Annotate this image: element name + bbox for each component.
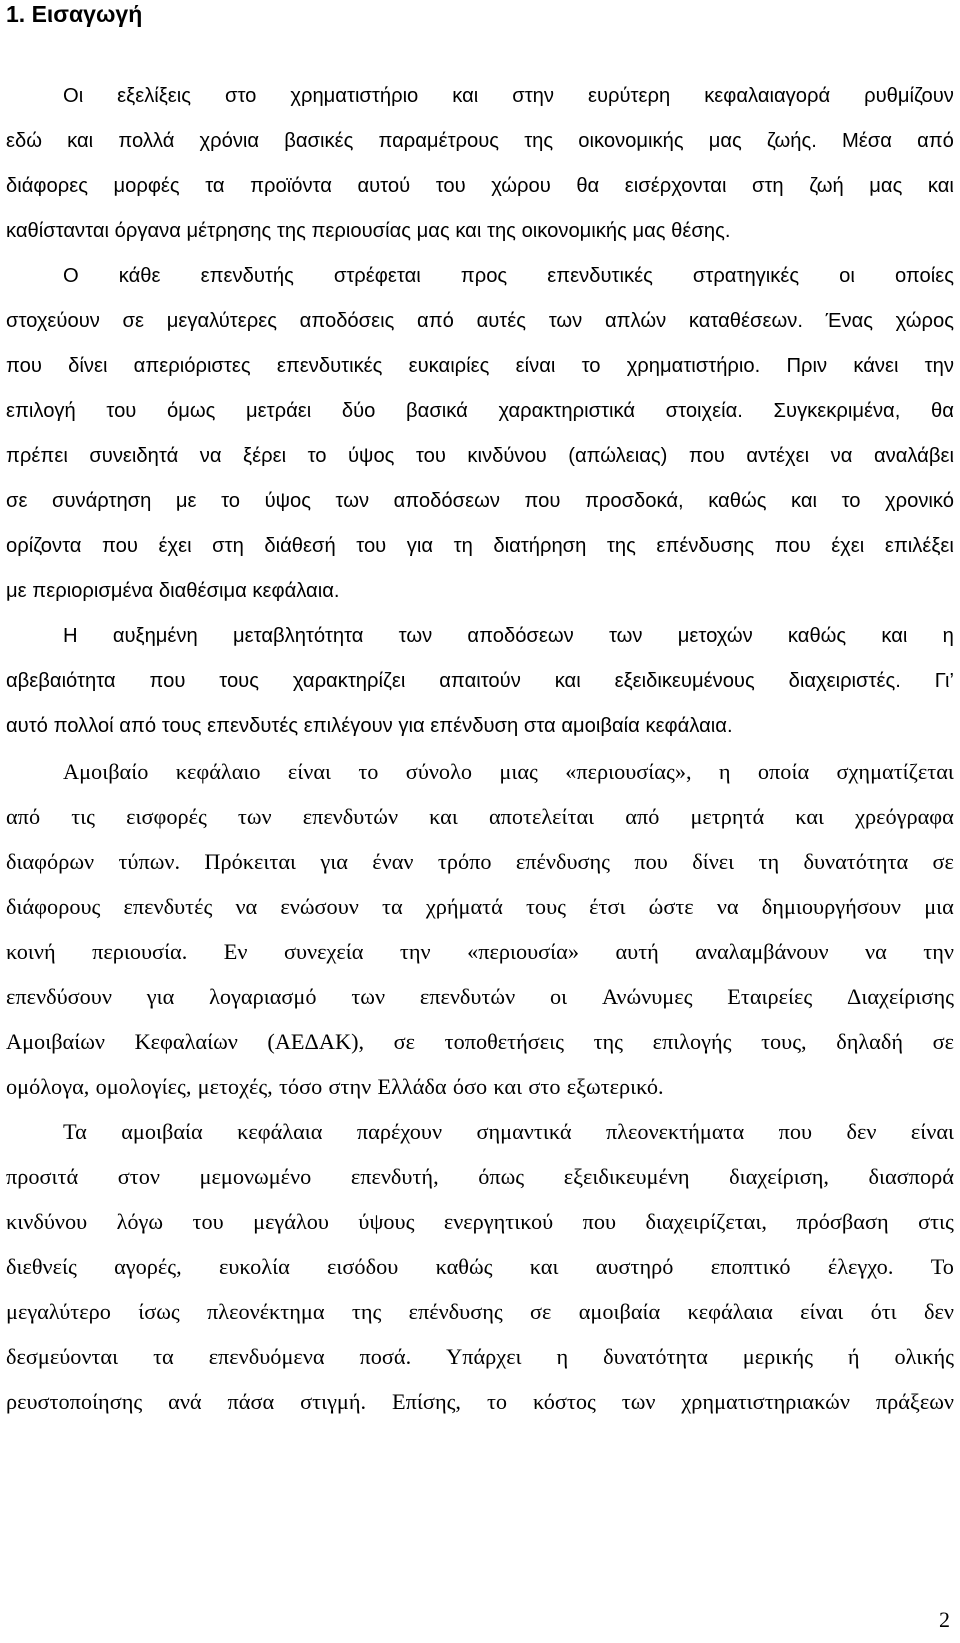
text-line: αυτό πολλοί από τους επενδυτές επιλέγουν για επένδυση στα αμοιβαία κεφάλαια.: [6, 715, 733, 737]
text-line: σε συνάρτηση με το ύψος των αποδόσεων που προσδοκά, καθώς και το χρονικό: [6, 490, 954, 512]
text-line: Ο κάθε επενδυτής στρέφεται προς επενδυτικές στρατηγικές οι οποίες: [63, 265, 954, 287]
text-line: Οι εξελίξεις στο χρηματιστήριο και στην ευρύτερη κεφαλαιαγορά ρυθμίζουν: [63, 85, 954, 107]
text-line: επενδύσουν για λογαριασμό των επενδυτών οι Ανώνυμες Εταιρείες Διαχείρισης: [6, 984, 954, 1009]
text-line: διάφορες μορφές τα προϊόντα αυτού του χώρου θα εισέρχονται στη ζωή μας και: [6, 175, 954, 197]
body-text: [6, 74, 954, 1424]
text-line: στοχεύουν σε μεγαλύτερες αποδόσεις από αυτές των απλών καταθέσεων. Ένας χώρος: [6, 310, 954, 332]
text-line: πρέπει συνειδητά να ξέρει το ύψος του κινδύνου (απώλειας) που αντέχει να αναλάβει: [6, 445, 954, 467]
text-line: Αμοιβαίο κεφάλαιο είναι το σύνολο μιας «περιουσίας», η οποία σχηματίζεται: [63, 759, 954, 784]
text-line: ορίζοντα που έχει στη διάθεσή του για τη διατήρηση της επένδυσης που έχει επιλέξει: [6, 535, 954, 557]
text-line: εδώ και πολλά χρόνια βασικές παραμέτρους της οικονομικής μας ζωής. Μέσα από: [6, 130, 954, 152]
text-line: Τα αμοιβαία κεφάλαια παρέχουν σημαντικά πλεονεκτήματα που δεν είναι: [63, 1119, 954, 1144]
text-line: επιλογή του όμως μετράει δύο βασικά χαρακτηριστικά στοιχεία. Συγκεκριμένα, θα: [6, 400, 954, 422]
text-line: Η αυξημένη μεταβλητότητα των αποδόσεων των μετοχών καθώς και η: [63, 625, 954, 647]
text-line: διάφορους επενδυτές να ενώσουν τα χρήματά τους έτσι ώστε να δημιουργήσουν μια: [6, 894, 954, 919]
text-line: καθίστανται όργανα μέτρησης της περιουσίας μας και της οικονομικής μας θέσης.: [6, 220, 731, 242]
text-line: από τις εισφορές των επενδυτών και αποτελείται από μετρητά και χρεόγραφα: [6, 804, 954, 829]
text-line: διεθνείς αγορές, ευκολία εισόδου καθώς και αυστηρό εποπτικό έλεγχο. Το: [6, 1254, 954, 1279]
text-line: προσιτά στον μεμονωμένο επενδυτή, όπως εξειδικευμένη διαχείριση, διασπορά: [6, 1164, 954, 1189]
text-line: διαφόρων τύπων. Πρόκειται για έναν τρόπο επένδυσης που δίνει τη δυνατότητα σε: [6, 849, 954, 874]
page-number: 2: [939, 1607, 950, 1632]
text-line: αβεβαιότητα που τους χαρακτηρίζει απαιτούν και εξειδικευμένους διαχειριστές. Γι’: [6, 670, 954, 692]
text-line: Αμοιβαίων Κεφαλαίων (ΑΕΔΑΚ), σε τοποθετήσεις της επιλογής τους, δηλαδή σε: [6, 1029, 954, 1054]
text-line: ρευστοποίησης ανά πάσα στιγμή. Επίσης, το κόστος των χρηματιστηριακών πράξεων: [6, 1389, 954, 1414]
text-line: κοινή περιουσία. Εν συνεχεία την «περιουσία» αυτή αναλαμβάνουν να την: [6, 939, 954, 964]
text-line: με περιορισμένα διαθέσιμα κεφάλαια.: [6, 580, 340, 602]
section-heading: 1. Εισαγωγή: [6, 1, 143, 27]
text-line: που δίνει απεριόριστες επενδυτικές ευκαιρίες είναι το χρηματιστήριο. Πριν κάνει την: [6, 355, 954, 377]
text-line: δεσμεύονται τα επενδυόμενα ποσά. Υπάρχει η δυνατότητα μερικής ή ολικής: [6, 1344, 954, 1369]
text-line: κινδύνου λόγω του μεγάλου ύψους ενεργητικού που διαχειρίζεται, πρόσβαση στις: [6, 1209, 954, 1234]
text-line: ομόλογα, ομολογίες, μετοχές, τόσο στην Ελλάδα όσο και στο εξωτερικό.: [6, 1074, 664, 1099]
text-line: μεγαλύτερο ίσως πλεονέκτημα της επένδυσης σε αμοιβαία κεφάλαια είναι ότι δεν: [6, 1299, 954, 1324]
